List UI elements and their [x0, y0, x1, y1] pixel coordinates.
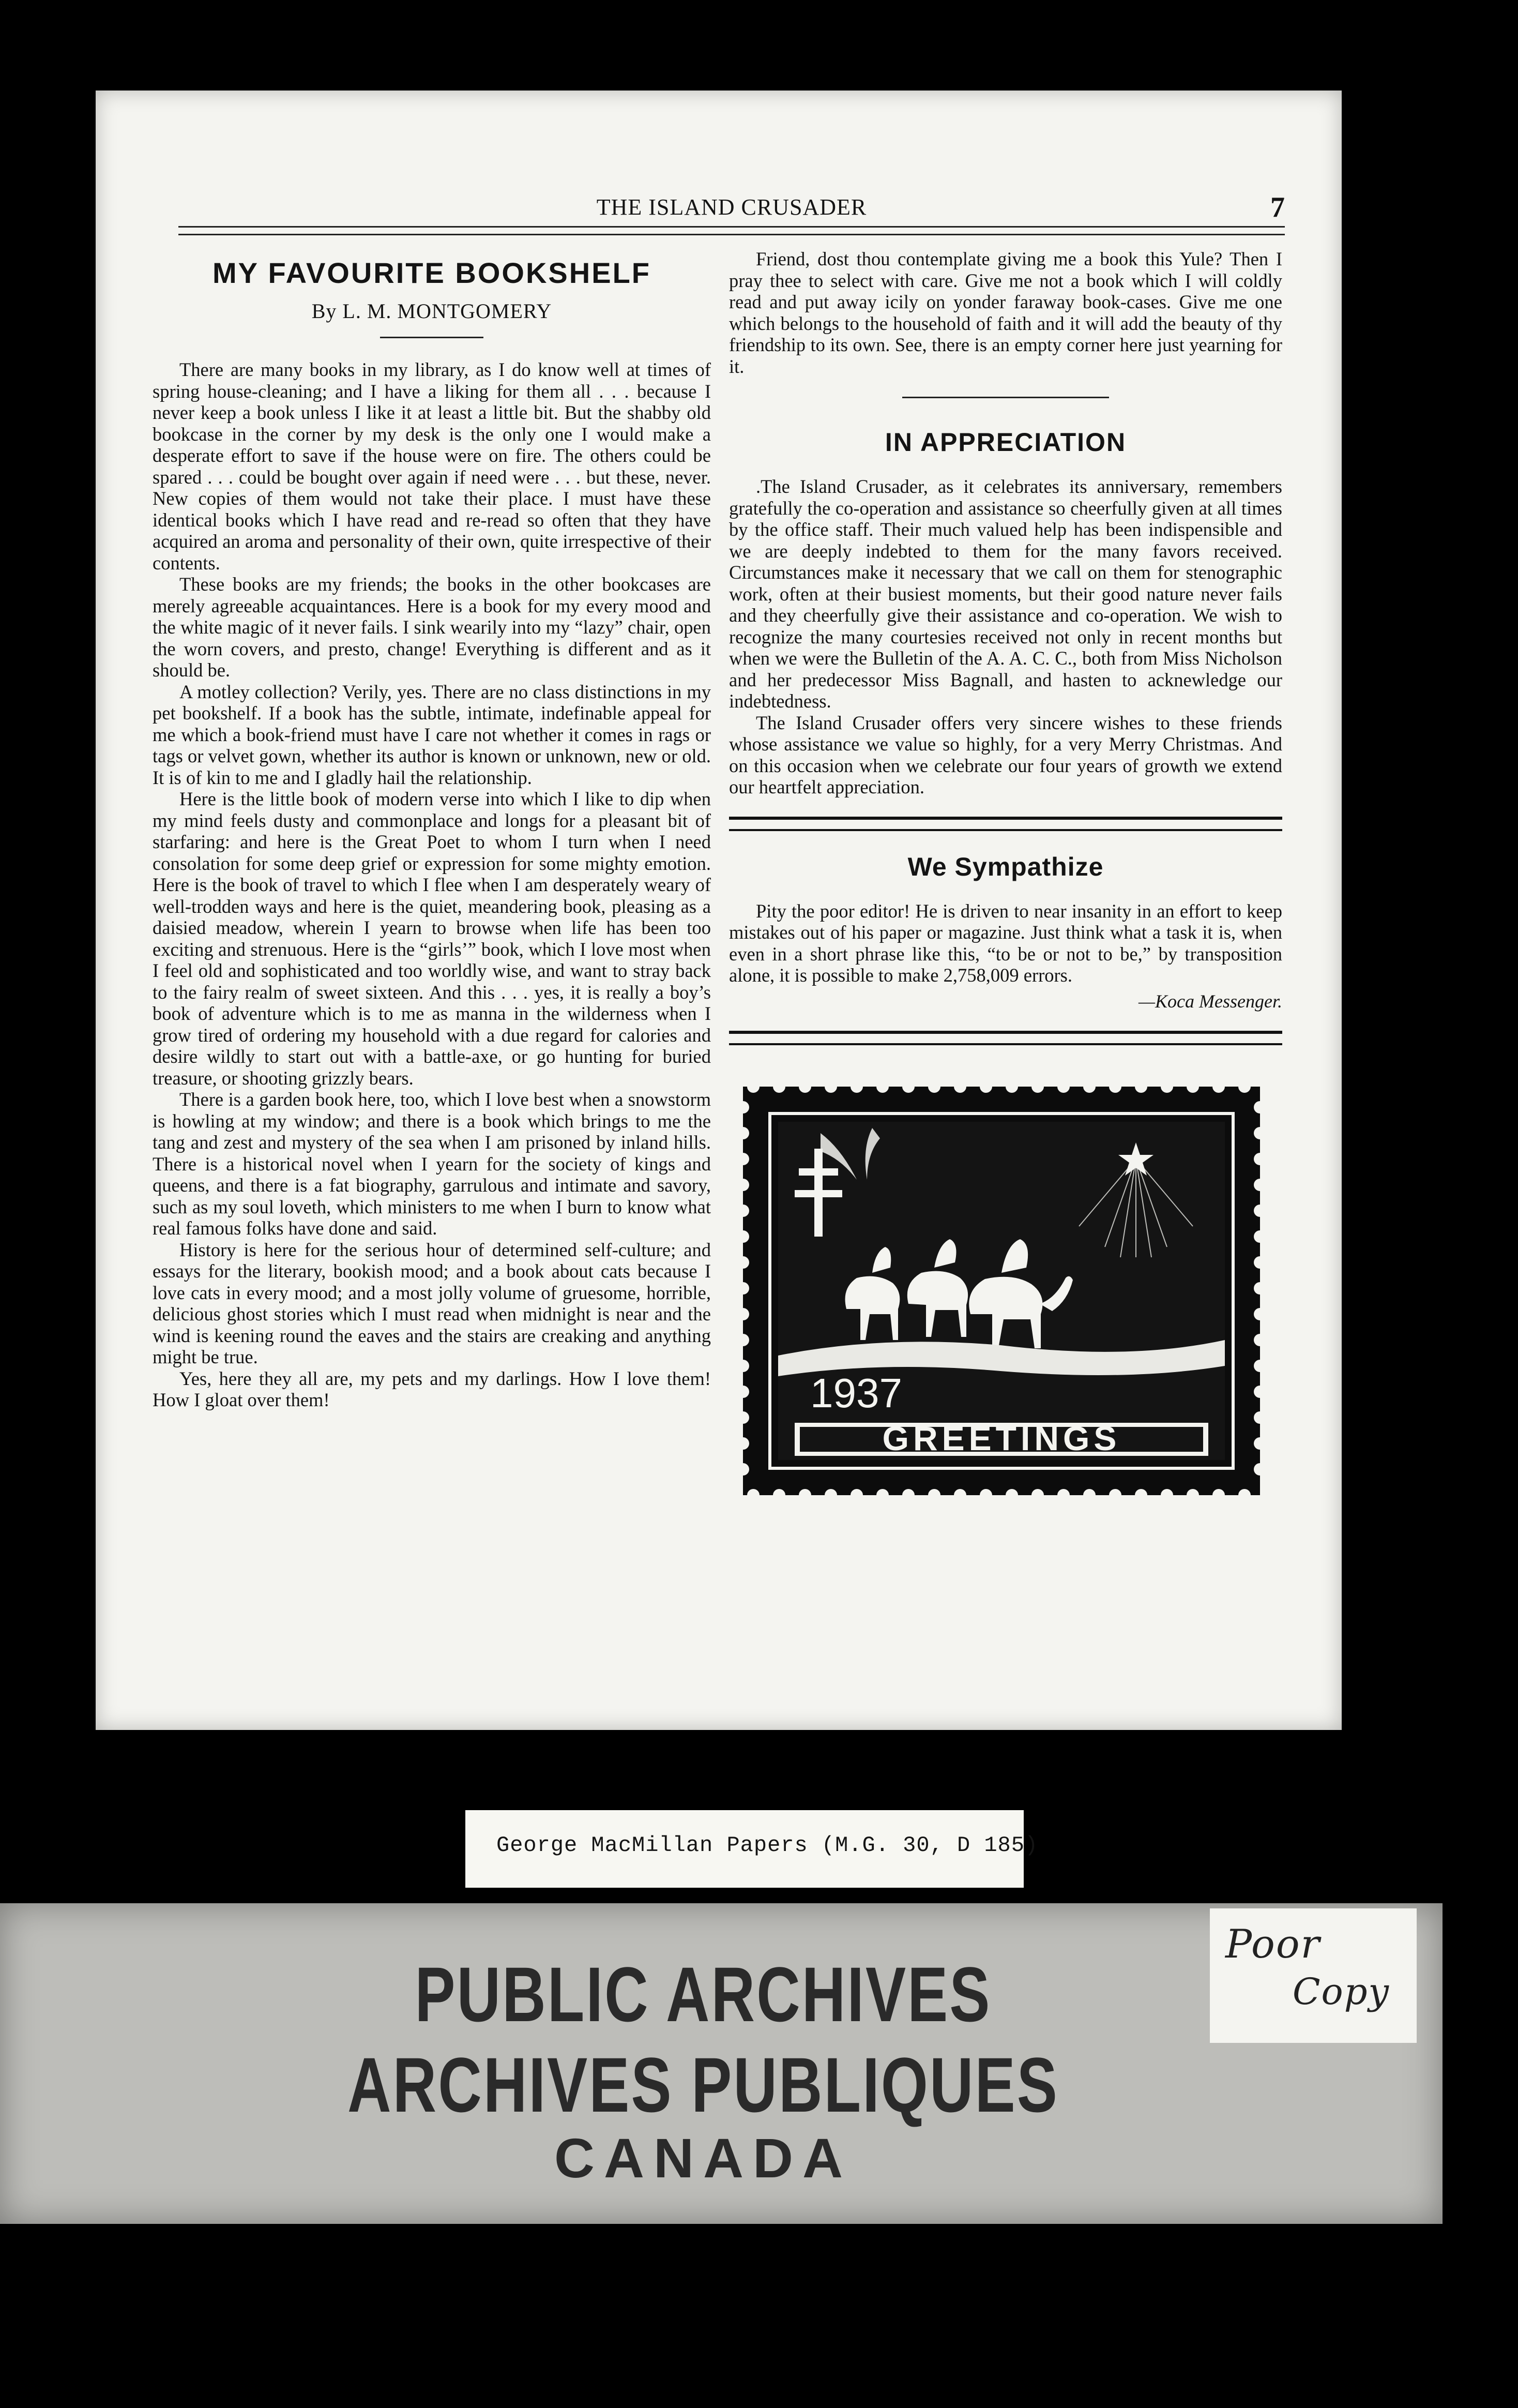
article-title: MY FAVOURITE BOOKSHELF [212, 257, 651, 289]
collection-label [465, 1810, 1039, 1888]
running-head [178, 191, 1285, 223]
title-divider [380, 337, 483, 338]
appreciation-title: IN APPRECIATION [885, 428, 1127, 457]
seal-year: 1937 [810, 1369, 902, 1416]
article-paragraph: A motley collection? Verily, yes. There are no class distinctions in my pet bookshelf. If a book has the subtle, intimate, indefinable appeal for me which a book-friend must have I care not whether it comes in rags or tags or velvet gown, whether its author is known or unknown, new or old. It is of kin to me and I gladly hail the relationship. [153, 681, 711, 788]
appreciation-paragraph: .The Island Crusader, as it celebrates its anniversary, remembers gratefully the co-operation and assistance so cheerfully given at all times by the office staff. Their much valued help has been indispensible and we are deeply indebted to them for the many favors received. Circumstances make it necessary that we call on them for stenographic work, often at their busiest moments, but their good nature never fails and they cheerfully give their assistance and co-operation. We wish to recognize the many courtesies received not only in recent months but when we were the Bulletin of the A. A. C. C., both from Miss Nicholson and her predecessor Miss Bagnall, and hasten to acknewledge our indebtedness. [729, 476, 1282, 712]
archive-line-english: PUBLIC ARCHIVES [415, 1951, 992, 2038]
magazine-page [96, 91, 1342, 1730]
article-continuation: Friend, dost thou contemplate giving me a book this Yule? Then I pray thee to select with care. Give me not a book which I will coldly read and put away icily on yonder faraway book-cases. Give me one which belongs to the household of faith and it will add the beauty of thy friendship to its own. See, there is an empty corner here just yearning for it. [729, 248, 1282, 377]
appreciation-paragraph: The Island Crusader offers very sincere wishes to these friends whose assistance we value so highly, for a very Merry Christmas. And on this occasion when we celebrate our four years of growth we extend our heartfelt appreciation. [729, 712, 1282, 797]
sympathize-text: Pity the poor editor! He is driven to near insanity in an effort to keep mistakes out of his paper or magazine. Just think what a task it is, when even in a short phrase like this, “to be or not to be,” by transposition alone, it is possible to make 2,758,009 errors. [729, 900, 1282, 986]
christmas-seal [743, 1087, 1260, 1495]
article-byline: By L. M. MONTGOMERY [311, 299, 552, 323]
page-number: 7 [1270, 191, 1285, 223]
archive-line-country: CANADA [554, 2127, 852, 2189]
article-paragraph: Here is the little book of modern verse into which I like to dip when my mind feels dusty and commonplace and longs for a pleasant bit of starfaring: and here is the Great Poet to whom I turn when I need consolation for some deep grief or expression for some mighty emotion. Here is the book of travel to which I flee when I am desperately weary of well-trodden ways and here is the quiet, meandering book, pleasing as a daisied meadow, wherein I yearn to browse when life has been too exciting and strenuous. Here is the “girls’” book, which I love most when I feel old and sophisticated and too worldly wise, and want to stray back to the fairy realm of sweet sixteen. And this . . . yes, it is really a boy’s book of adventure which is to me as manna in the wilderness when I grow tired of ordering my household with a due regard for calories and desire wildly to start out with a battle-axe, or go hunting for buried treasure, or shooting grizzly bears. [153, 788, 711, 1089]
article-paragraph: History is here for the serious hour of determined self-culture; and essays for the literary, bookish mood; and a book about cats because I love cats in every mood; and a most jolly volume of gruesome, horrible, delicious ghost stories which I must read when midnight is near and the wind is keening round the eaves and the stairs are creaking and anything might be true. [153, 1239, 711, 1367]
section-divider [902, 397, 1109, 398]
christmas-seal-illustration [743, 1087, 1260, 1495]
sympathize-source: —Koca Messenger. [1138, 990, 1282, 1012]
seal-greeting: GREETINGS [882, 1419, 1121, 1457]
right-column [729, 248, 1282, 1495]
poor-copy-note [1210, 1908, 1417, 2043]
sympathize-title: We Sympathize [907, 852, 1104, 881]
poor-copy-note-line2: Copy [1293, 1970, 1390, 2013]
article-paragraph: There are many books in my library, as I do know well at times of spring house-cleaning; and I have a liking for them all . . . because I never keep a book unless I like it at least a little bit. But the shabby old bookcase in the corner by my desk is the only one I would make a desperate effort to save if the house were on fire. The others could be spared . . . could be bought over again if need were . . . but these, never. New copies of them would not take their place. I must have these identical books which I have read and re-read so often that they have acquired an aroma and personality of their own, quite irrespective of their contents. [153, 359, 711, 574]
publication-title: THE ISLAND CRUSADER [596, 194, 867, 220]
poor-copy-note-line1: Poor [1225, 1921, 1320, 1967]
article-paragraph: These books are my friends; the books in the other bookcases are merely agreeable acquaintances. Here is a book for my every mood and the white magic of it never fails. I sink wearily into my “lazy” chair, open the worn covers, and presto, change! Everything is different and as it should be. [153, 574, 711, 681]
collection-label-text: George MacMillan Papers (M.G. 30, D 185) [496, 1833, 1039, 1858]
header-rule [178, 226, 1285, 235]
article-paragraph: Yes, here they all are, my pets and my darlings. How I love them! How I gloat over them! [153, 1367, 711, 1410]
archive-line-french: ARCHIVES PUBLIQUES [347, 2041, 1059, 2128]
left-column [153, 256, 711, 1411]
section-divider [729, 1031, 1282, 1045]
section-divider [729, 817, 1282, 831]
article-paragraph: There is a garden book here, too, which I love best when a snowstorm is howling at my window; and there is a book which brings to me the tang and zest and mystery of the sea when I am prisoned by inland hills. There is a historical novel when I yearn for the society of kings and queens, and there is a fat biography, garrulous and intimate and savory, such as my soul loveth, which ministers to me when I burn to know what real famous folks have done and said. [153, 1089, 711, 1239]
